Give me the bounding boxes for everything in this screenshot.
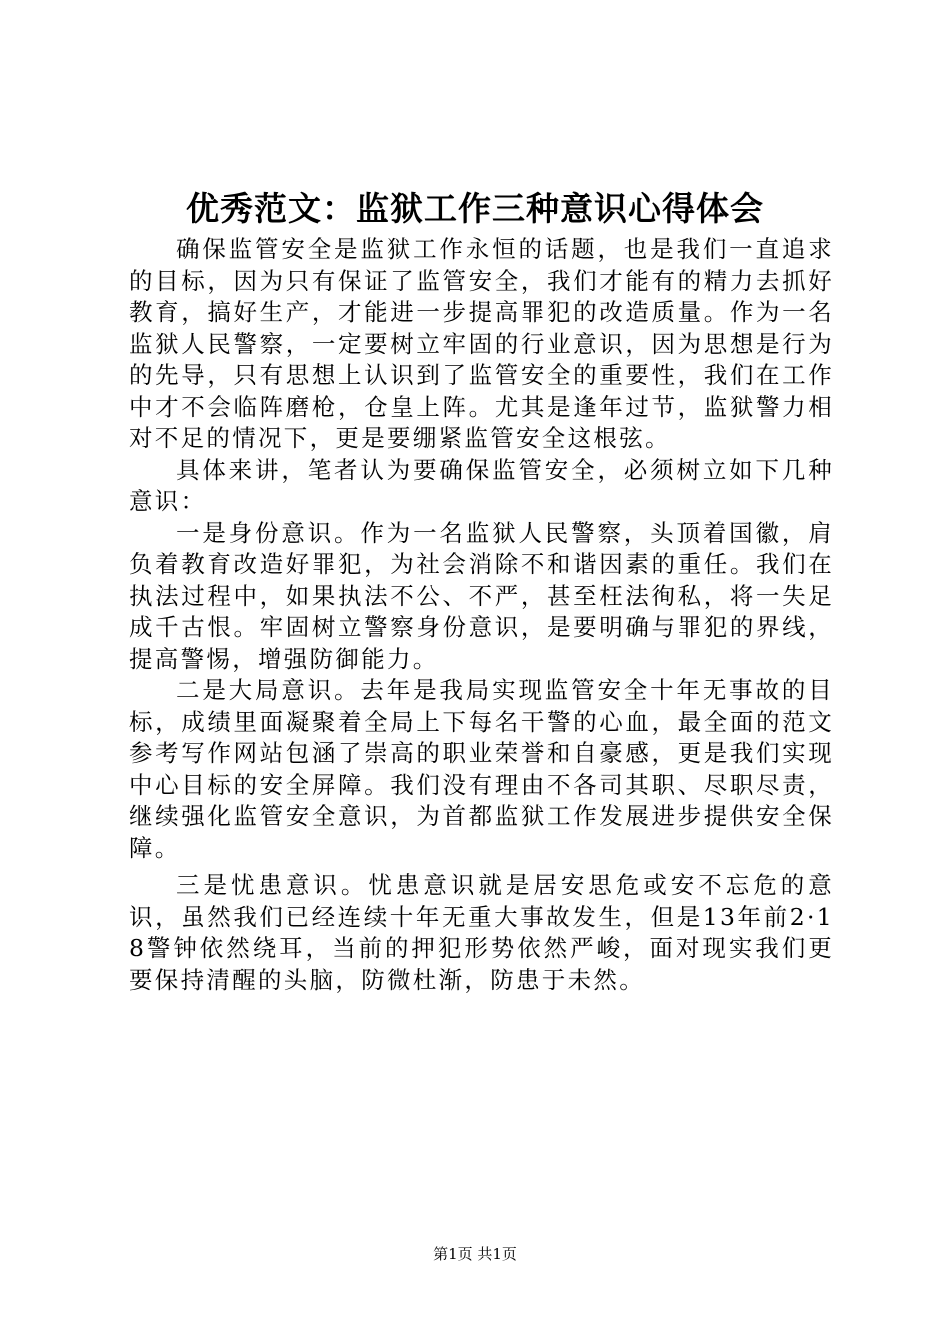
paragraph-overall-awareness: 二是大局意识。去年是我局实现监管安全十年无事故的目标，成绩里面凝聚着全局上下每名干警的心血，最全面的范文参考写作网站包涵了崇高的职业荣誉和自豪感，更是我们实现中心目标的安全屏障。我们没有理由不各司其职、尽职尽责，继续强化监管安全意识，为首都监狱工作发展进步提供安全保障。: [129, 676, 834, 862]
document-title: 优秀范文：监狱工作三种意识心得体会: [186, 189, 764, 228]
paragraph-intro: 确保监管安全是监狱工作永恒的话题，也是我们一直追求的目标，因为只有保证了监管安全，我们才能有的精力去抓好教育，搞好生产，才能进一步提高罪犯的改造质量。作为一名监狱人民警察，一定要树立牢固的行业意识，因为思想是行为的先导，只有思想上认识到了监管安全的重要性，我们在工作中才不会临阵磨枪，仓皇上阵。尤其是逢年过节，监狱警力相对不足的情况下，更是要绷紧监管安全这根弦。: [129, 235, 834, 452]
paragraph-identity-awareness: 一是身份意识。作为一名监狱人民警察，头顶着国徽，肩负着教育改造好罪犯，为社会消除不和谐因素的重任。我们在执法过程中，如果执法不公、不严，甚至枉法徇私，将一失足成千古恨。牢固树立警察身份意识，是要明确与罪犯的界线，提高警惕，增强防御能力。: [129, 518, 834, 673]
paragraph-lead-in: 具体来讲，笔者认为要确保监管安全，必须树立如下几种意识：: [129, 455, 834, 515]
page-footer: 第1页 共1页: [433, 1245, 517, 1263]
document-body: [129, 234, 834, 996]
paragraph-crisis-awareness: 三是忧患意识。忧患意识就是居安思危或安不忘危的意识，虽然我们已经连续十年无重大事故发生，但是13年前2·18警钟依然绕耳，当前的押犯形势依然严峻，面对现实我们更要保持清醒的头脑，防微杜渐，防患于未然。: [129, 871, 834, 994]
